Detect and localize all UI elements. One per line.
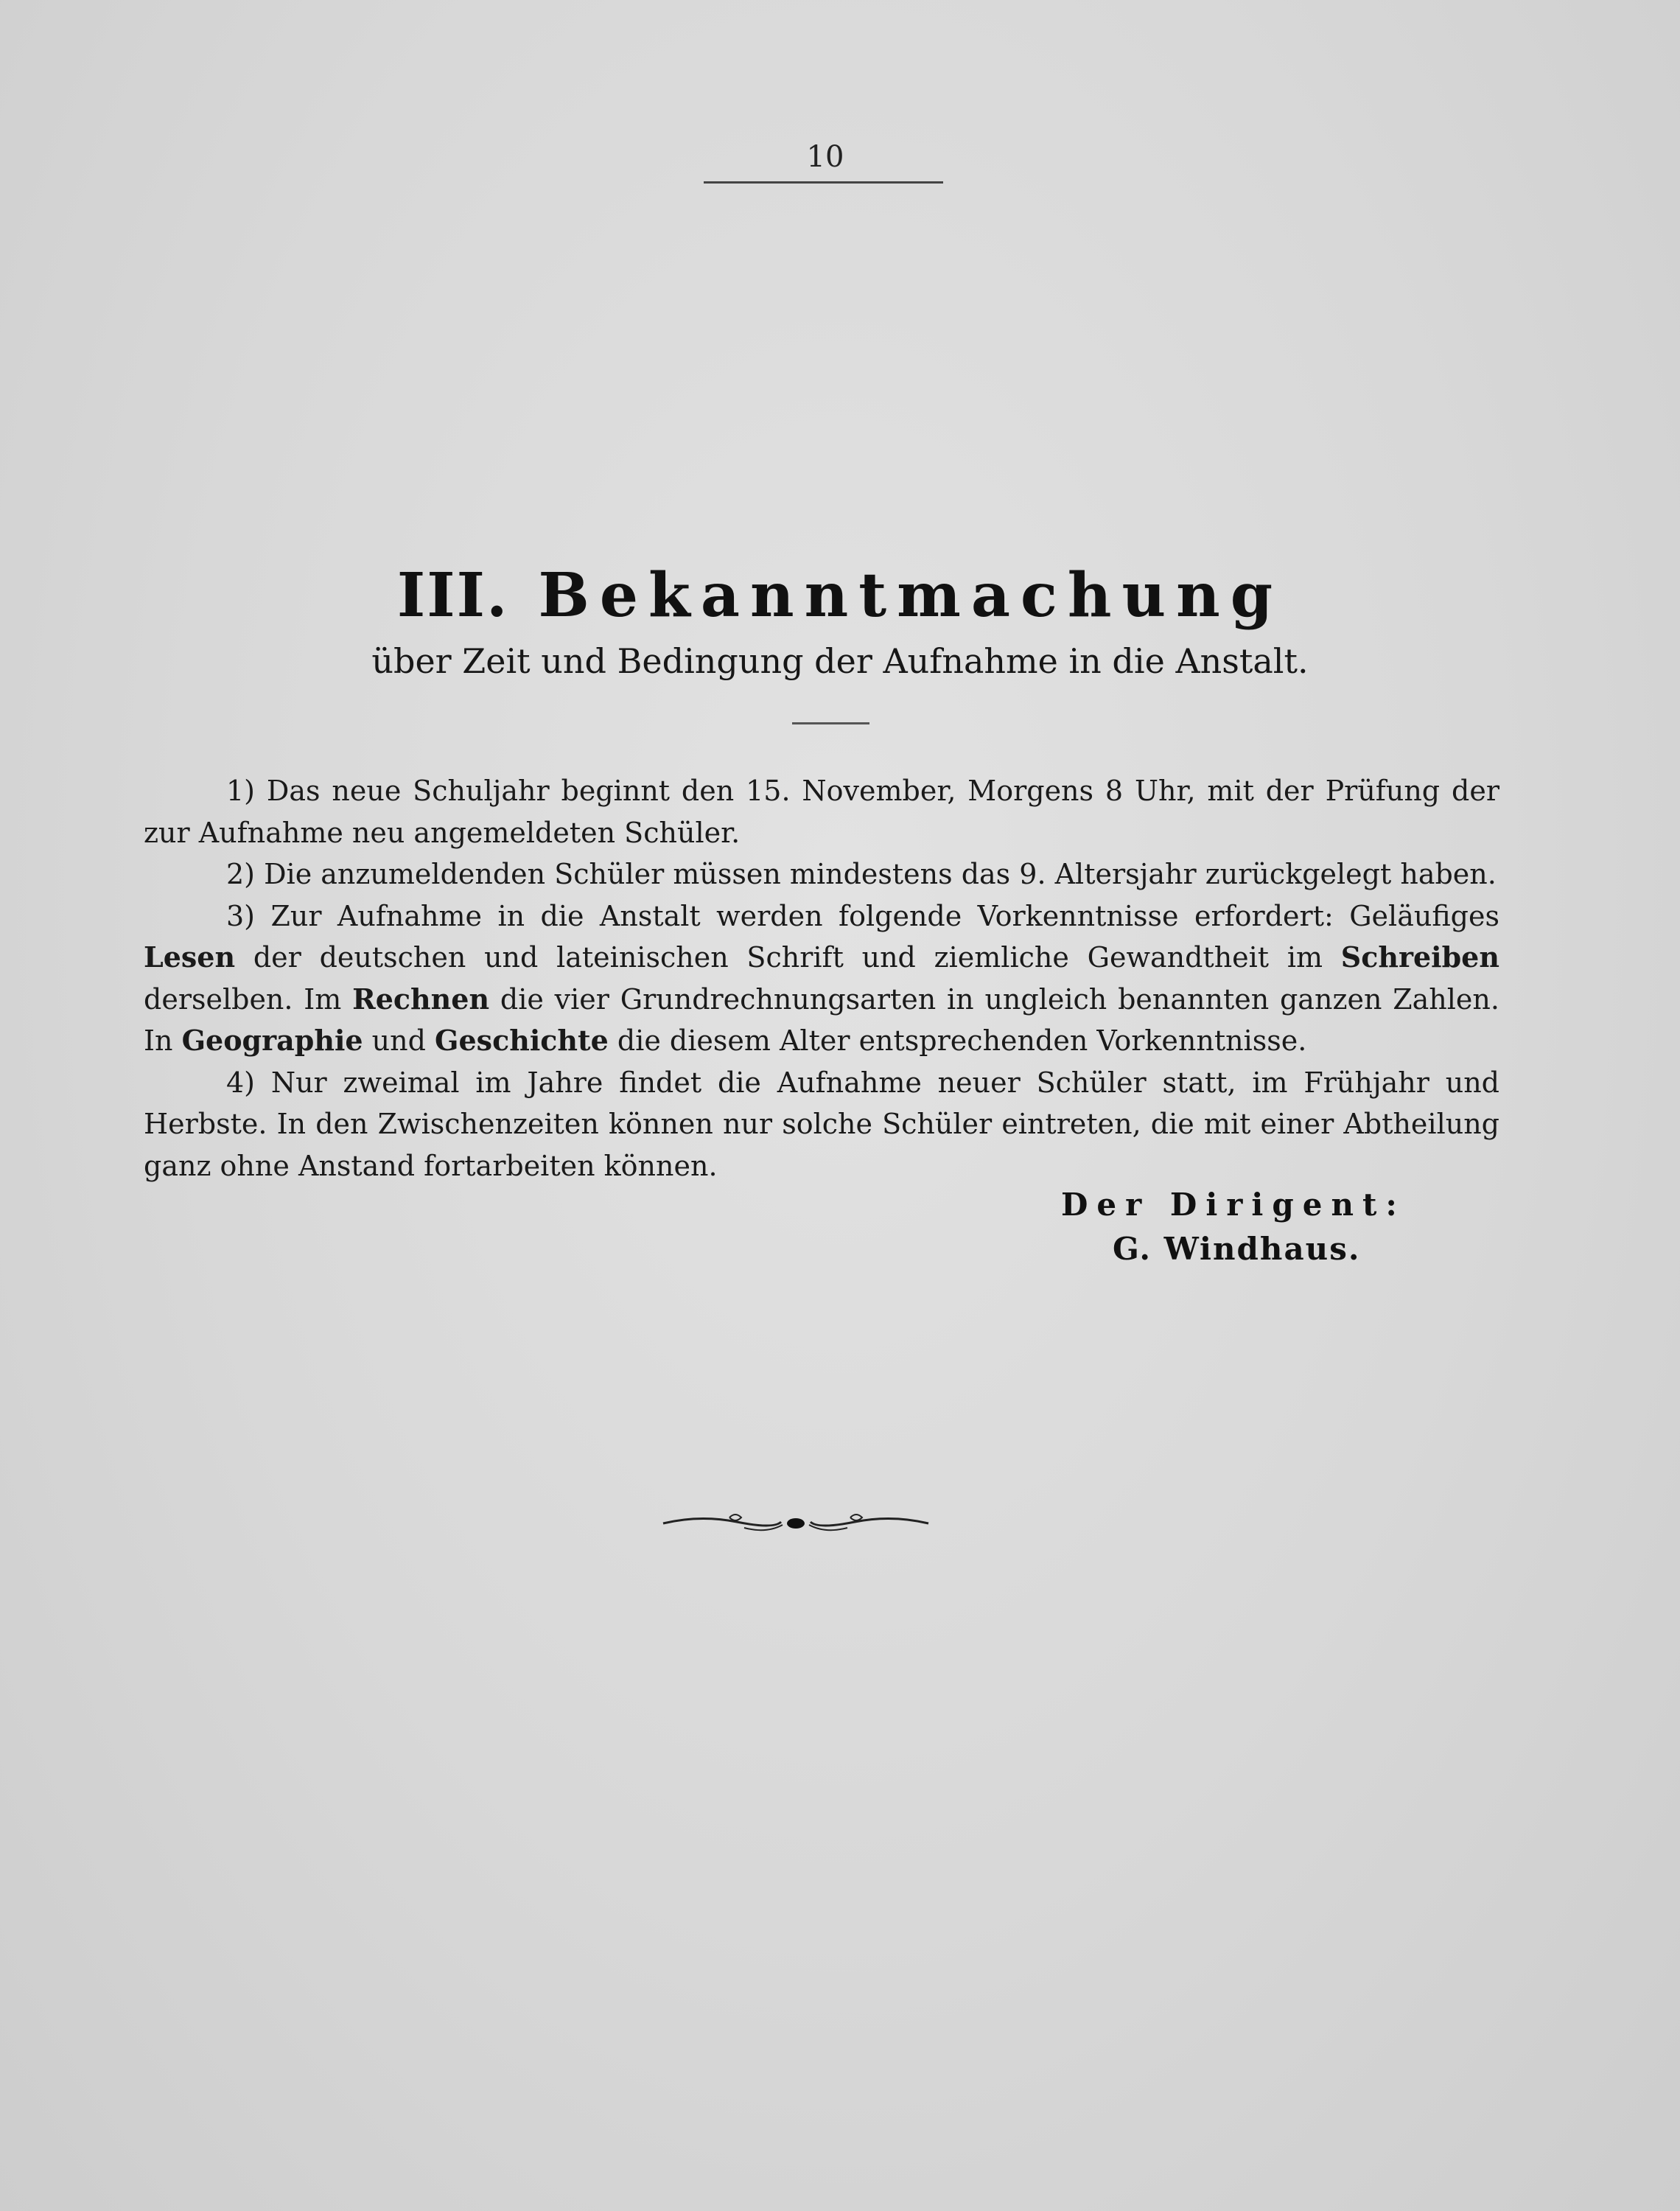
paragraph-1: 1) Das neue Schuljahr beginnt den 15. November, Morgens 8 Uhr, mit der Prüfung der zur Aufnahme neu angemeldeten Schüler.	[144, 775, 1499, 849]
section-numeral: III.	[396, 560, 509, 631]
signature-name: G. Windhaus.	[1113, 1231, 1361, 1267]
term-lesen: Lesen	[144, 940, 236, 974]
notice-body	[144, 770, 1499, 1187]
paragraph-2: 2) Die anzumeldenden Schüler müssen mindestens das 9. Altersjahr zurückgelegt haben.	[226, 858, 1497, 890]
paragraph-3-part-f: die diesem Alter entsprechenden Vorkenntnisse.	[617, 1024, 1307, 1057]
page-number: 10	[806, 140, 844, 174]
paragraph-3	[144, 895, 1499, 1062]
term-schreiben: Schreiben	[1340, 940, 1499, 974]
paragraph-3-part-a: 3) Zur Aufnahme in die Anstalt werden folgende Vorkenntnisse erfordert: Geläufiges	[226, 899, 1499, 932]
subtitle-rule	[792, 722, 869, 724]
paragraph-3-part-e: und	[371, 1024, 426, 1057]
ornament-divider	[656, 1507, 936, 1537]
section-title	[0, 560, 1680, 631]
paragraph-4: 4) Nur zweimal im Jahre findet die Aufnahme neuer Schüler statt, im Frühjahr und Herbste. In den Zwischenzeiten können nur solche Schüler eintreten, die mit einer Abtheilung ganz ohne Anstand fortarbeiten können.	[144, 1066, 1499, 1182]
section-heading: Bekanntmachung	[538, 560, 1284, 631]
header-rule	[704, 181, 943, 184]
signature-role: Der Dirigent:	[1061, 1187, 1406, 1223]
paragraph-3-part-d: die vier Grundrechnungsarten in ungleich benannten ganzen Zahlen. In	[144, 982, 1499, 1057]
term-rechnen: Rechnen	[352, 982, 490, 1016]
paragraph-3-part-b: der deutschen und lateinischen Schrift und ziemliche Gewandtheit im	[253, 941, 1323, 974]
paragraph-3-part-c: derselben. Im	[144, 982, 342, 1016]
term-geographie: Geographie	[181, 1024, 363, 1057]
section-subtitle: über Zeit und Bedingung der Aufnahme in die Anstalt.	[371, 641, 1309, 681]
term-geschichte: Geschichte	[435, 1024, 609, 1057]
